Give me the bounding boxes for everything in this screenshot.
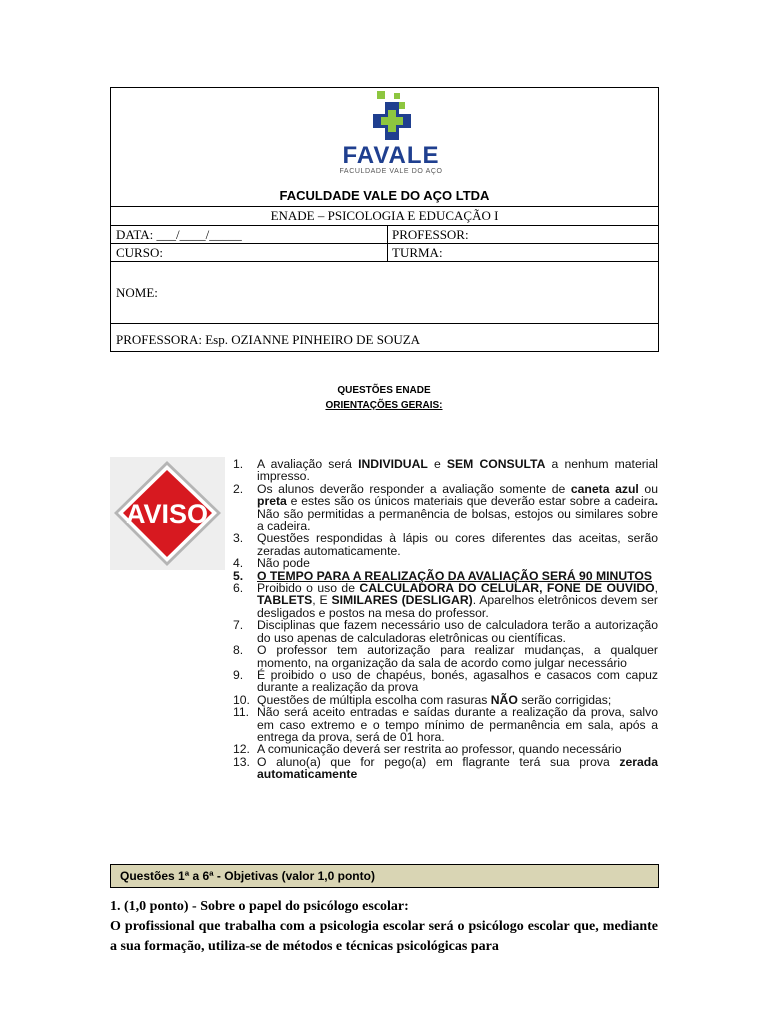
subject-title: ENADE – PSICOLOGIA E EDUCAÇÃO I <box>270 208 499 223</box>
institution-title: FACULDADE VALE DO AÇO LTDA <box>279 188 490 203</box>
subject-row <box>111 206 658 225</box>
date-field[interactable]: DATA: ___/____/_____ <box>116 227 242 242</box>
teacher-row <box>111 323 658 352</box>
list-item: 12. A comunicação deverá ser restrita ao professor, quando necessário <box>233 742 622 757</box>
question-1-text: O profissional que trabalha com a psicologia escolar será o psicólogo escolar que, mediante a sua formação, utiliza-se de métodos e técnicas psicológicas para <box>110 919 658 954</box>
list-item: 9. É proibido o uso de chapéus, bonés, agasalhos e casacos com capuz durante a realização da prova <box>233 667 658 695</box>
list-item: 4. Não pode <box>233 556 310 571</box>
logo-subtitle: FACULDADE VALE DO AÇO <box>339 168 443 175</box>
rules-list <box>233 458 658 781</box>
header-table <box>110 87 659 352</box>
list-item: 8. O professor tem autorização para realizar mudanças, a qualquer momento, na organização da sala de acordo como julgar necessário <box>233 643 658 670</box>
list-item: 13. O aluno(a) que for pego(a) em flagrante terá sua prova zerada automaticamente <box>233 754 658 782</box>
list-item: 2. Os alunos deverão responder a avaliação somente de caneta azul ou preta e estes são os únicos materiais que deverão estar sobre a cadeira. Não são permitidas a permanência de bolsas, estojos ou similares sobre a cadeira. <box>233 481 658 534</box>
list-item: 7. Disciplinas que fazem necessário uso de calculadora terão a autorização do uso apenas de calculadoras eletrônicas ou científicas. <box>233 618 658 645</box>
logo-name: FAVALE <box>342 142 440 169</box>
aviso-text: AVISO <box>125 499 209 529</box>
favale-logo <box>315 88 467 175</box>
objective-section-bar: Questões 1ª a 6ª - Objetivas (valor 1,0 ponto) <box>110 864 659 888</box>
class-field[interactable]: TURMA: <box>387 244 443 261</box>
list-item: 3. Questões respondidas à lápis ou cores diferentes das aceitas, serão zeradas automaticamente. <box>233 531 658 558</box>
general-guidelines-heading: ORIENTAÇÕES GERAIS: <box>325 400 443 411</box>
section-heading: QUESTÕES ENADE <box>337 385 431 396</box>
list-item: 1. A avaliação será INDIVIDUAL e SEM CONSULTA a nenhum material impresso. <box>233 457 658 484</box>
name-row <box>111 261 658 323</box>
logo-cross-icon <box>315 88 467 148</box>
list-item: 11. Não será aceito entradas e saídas durante a realização da prova, salvo em caso extremo e o tempo mínimo de permanência em sala, após a entrega da prova, será de 01 hora. <box>233 705 658 744</box>
list-item: 5. O TEMPO PARA A REALIZAÇÃO DA AVALIAÇÃO SERÁ 90 MINUTOS <box>233 568 652 583</box>
list-item: 6. Proibido o uso de CALCULADORA DO CELULAR, FONE DE OUVIDO, TABLETS, E SIMILARES (DESLIGAR). Aparelhos eletrônicos devem ser desligados e postos na mesa do professor. <box>233 581 658 620</box>
warning-sign-icon <box>110 457 225 570</box>
aviso-sign <box>110 457 225 570</box>
course-row <box>111 243 658 261</box>
teacher-name: PROFESSORA: Esp. OZIANNE PINHEIRO DE SOUZA <box>116 332 421 347</box>
course-field[interactable]: CURSO: <box>116 245 163 260</box>
date-row <box>111 225 658 243</box>
name-field[interactable]: NOME: <box>116 285 158 300</box>
list-item: 10. Questões de múltipla escolha com rasuras NÃO serão corrigidas; <box>233 692 612 707</box>
question-1-title: 1. (1,0 ponto) - Sobre o papel do psicólogo escolar: <box>110 899 409 914</box>
professor-field[interactable]: PROFESSOR: <box>387 226 469 243</box>
